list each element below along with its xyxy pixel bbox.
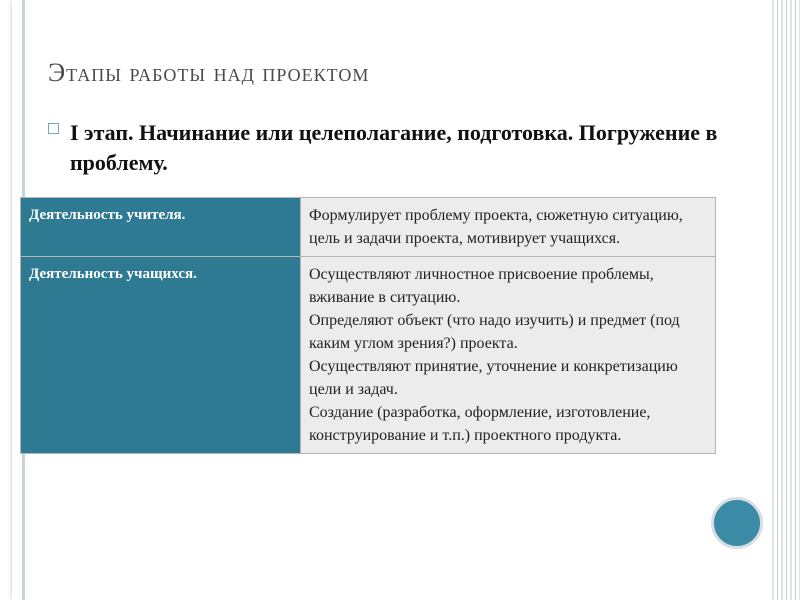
students-activity-line-4: Создание (разработка, оформление, изготовление, конструирование и т.п.) проектного продукта.: [309, 404, 651, 444]
students-activity-line-1: Осуществляют личностное присвоение проблемы, вживание в ситуацию.: [309, 266, 654, 306]
bullet-item: [48, 118, 728, 178]
decorative-side-strip: [772, 0, 800, 600]
bullet-square-icon: [48, 123, 59, 134]
teacher-activity-label: Деятельность учителя.: [21, 198, 301, 257]
students-activity-label: Деятельность учащихся.: [21, 257, 301, 454]
students-activity-line-3: Осуществляют принятие, уточнение и конкретизацию цели и задач.: [309, 358, 678, 398]
bullet-text: I этап. Начинание или целеполагание, подготовка. Погружение в проблему.: [70, 120, 718, 175]
activity-table: [20, 197, 716, 454]
students-activity-line-2: Определяют объект (что надо изучить) и предмет (под каким углом зрения?) проекта.: [309, 312, 680, 352]
teacher-activity-value: [301, 198, 716, 257]
table-row: [21, 257, 716, 454]
students-activity-value: [301, 257, 716, 454]
teacher-activity-text: Формулирует проблему проекта, сюжетную ситуацию, цель и задачи проекта, мотивирует учащихся.: [309, 207, 683, 247]
decorative-circle-icon: [711, 497, 763, 549]
slide-title: Этапы работы над проектом: [48, 58, 370, 87]
table-row: [21, 198, 716, 257]
